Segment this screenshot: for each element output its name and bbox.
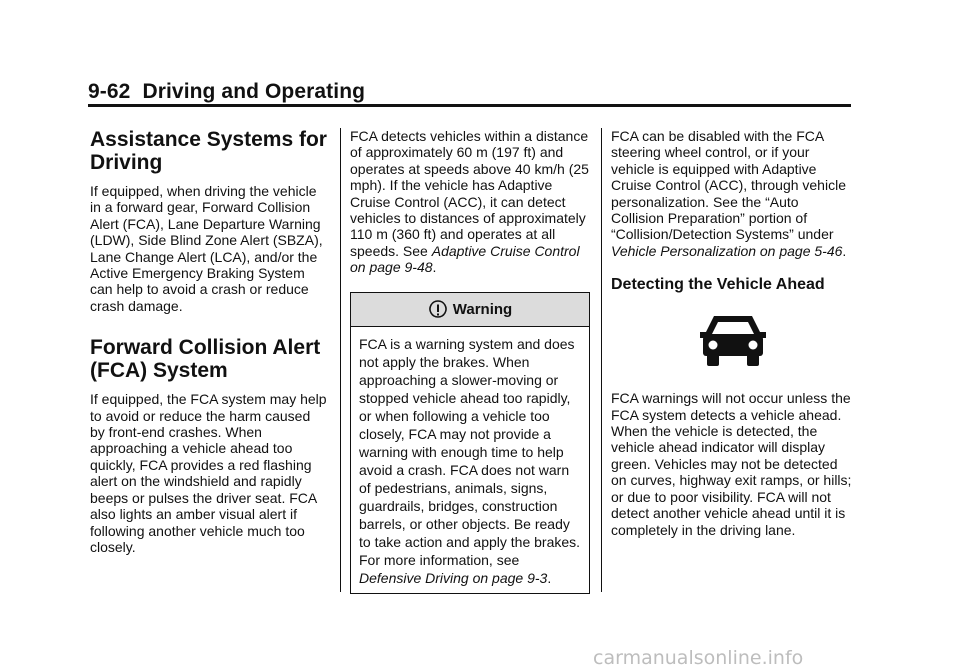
- paragraph: [611, 128, 855, 259]
- paragraph-end: .: [432, 259, 437, 276]
- heading-assistance-systems: Assistance Systems for Driving: [90, 128, 327, 174]
- section-title: Driving and Operating: [142, 80, 366, 103]
- column-divider: [340, 128, 341, 592]
- warning-body: [351, 327, 589, 593]
- heading-detecting-vehicle: Detecting the Vehicle Ahead: [611, 276, 825, 294]
- vehicle-ahead-figure: [611, 312, 855, 368]
- warning-body-text: FCA is a warning system and does not apply the brakes. When approaching a slower-moving or stopped vehicle ahead too rapidly, or when following a vehicle too closely, FCA may not provide a warning with enough time to help avoid a crash. FCA does not warn of pedestrians, animals, signs, guardrails, bridges, construction barrels, or other objects. Be ready to take action and apply the brakes. For more information, see: [359, 335, 581, 568]
- vehicle-ahead-icon: [700, 312, 766, 368]
- warning-body-end: .: [547, 569, 552, 586]
- page-number: 9-62: [88, 80, 131, 103]
- warning-title-bar: [351, 293, 589, 327]
- column-divider: [601, 128, 602, 592]
- paragraph-end: .: [842, 242, 847, 259]
- cross-reference-link[interactable]: Defensive Driving on page 9-3: [359, 569, 548, 586]
- column-left: [90, 128, 328, 571]
- warning-text: [359, 335, 581, 587]
- warning-title: Warning: [452, 300, 513, 318]
- column-middle: [350, 128, 590, 594]
- warning-symbol-icon: [428, 299, 448, 319]
- paragraph-text: FCA can be disabled with the FCA steering wheel control, or if your vehicle is equipped with Adaptive Cruise Control (ACC), through vehicle personalization. See the “Auto Collision Preparation” portion of “Collision/Detection Systems” under: [611, 128, 846, 243]
- paragraph: [350, 128, 590, 276]
- cross-reference-link[interactable]: Adaptive Cruise Control on page 9-48: [350, 242, 580, 276]
- warning-box: [350, 292, 590, 594]
- page-header: [88, 80, 365, 104]
- cross-reference-link[interactable]: Vehicle Personalization on page 5-46: [611, 242, 843, 259]
- column-right: [611, 128, 855, 554]
- paragraph: FCA warnings will not occur unless the FCA system detects a vehicle ahead. When the vehicle is detected, the vehicle ahead indicator will display green. Vehicles may not be detected on curves, highway exit ramps, or hills; or due to poor visibility. FCA will not detect another vehicle ahead until it is completely in the driving lane.: [611, 390, 852, 538]
- paragraph: If equipped, the FCA system may help to avoid or reduce the harm caused by front-end crashes. When approaching a vehicle ahead too quickly, FCA provides a red flashing alert on the windshield and rapidly beeps or pulses the driver seat. FCA also lights an amber visual alert if following another vehicle much too closely.: [90, 391, 327, 555]
- heading-fca-system: Forward Collision Alert (FCA) System: [90, 336, 321, 383]
- paragraph: If equipped, when driving the vehicle in a forward gear, Forward Collision Alert (FCA), Lane Departure Warning (LDW), Side Blind Zone Alert (SBZA), Lane Change Alert (LCA), and/or the Active Emergency Braking System can help to avoid a crash or reduce crash damage.: [90, 183, 323, 314]
- header-rule: [88, 104, 851, 107]
- watermark: carmanualsonline.info: [593, 647, 804, 669]
- paragraph-text: FCA detects vehicles within a distance of approximately 60 m (197 ft) and operates at speeds above 40 km/h (25 mph). If the vehicle has Adaptive Cruise Control (ACC), it can detect vehicles to distances of approximately 110 m (360 ft) and operates at all speeds. See: [350, 128, 589, 259]
